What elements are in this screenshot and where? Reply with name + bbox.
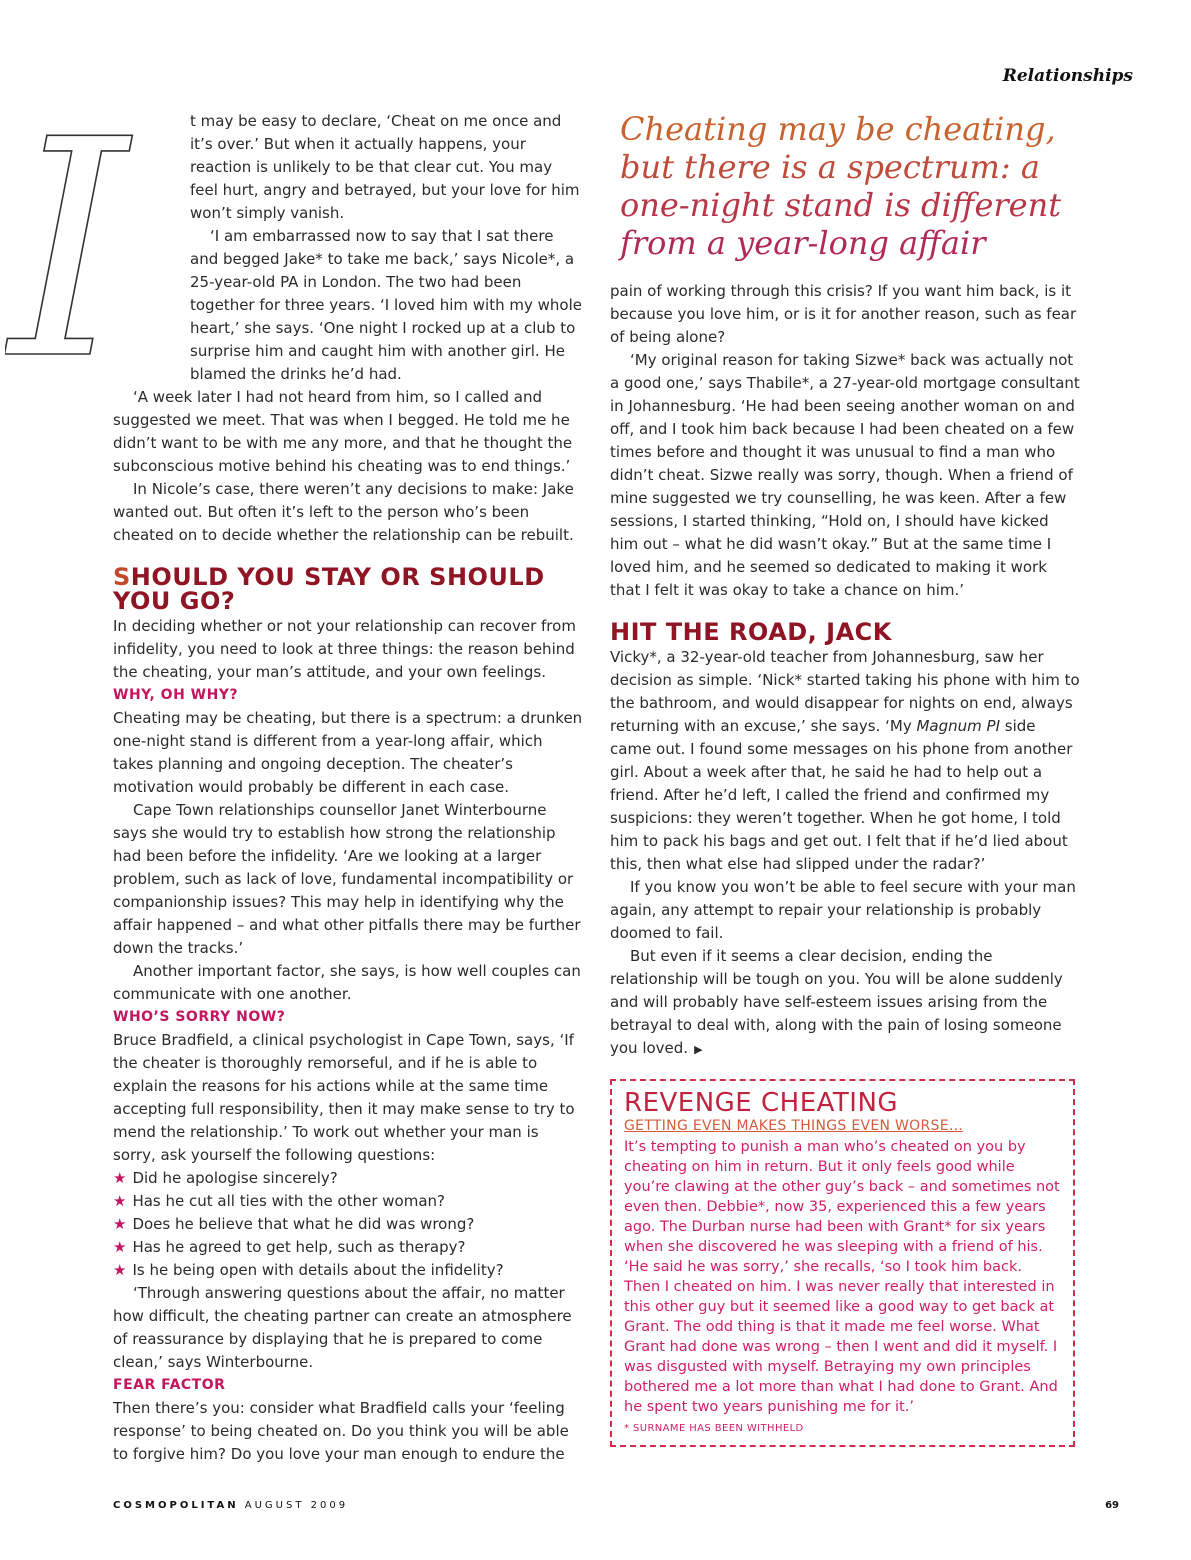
body-paragraph: But even if it seems a clear decision, ending the relationship will be tough on you. You will be alone suddenly and will probably have self-esteem issues arising from the betrayal to deal with, along with the pain of losing someone you loved. ▶ [610, 947, 1063, 1057]
intro-paragraph: ‘I am embarrassed now to say that I sat there and begged Jake* to take me back,’ says Nicole*, a 25-year-old PA in London. The two had been together for three years. ‘I loved him with my whole heart,’ she says. ‘One night I rocked up at a club to surprise him and caught him with another girl. He blamed the drinks he’d had. [190, 227, 582, 383]
boxout-footnote: * SURNAME HAS BEEN WITHHELD [624, 1423, 804, 1434]
star-icon: ★ [113, 1169, 127, 1187]
body-paragraph: If you know you won’t be able to feel secure with your man again, any attempt to repair your relationship is probably doomed to fail. [610, 878, 1076, 942]
body-paragraph: Vicky*, a 32-year-old teacher from Johannesburg, saw her decision as simple. ‘Nick* started taking his phone with him to the bathroom, and would disappear for nights on end, always returning with an excuse,’ she says. ‘My Magnum PI side came out. I found some messages on his phone from another girl. About a week after that, he said he had to help out a friend. After he’d left, I called the friend and confirmed my suspicions: they weren’t together. When he got home, I told him to pack his bags and get out. I felt that if he’d lied about this, then what else had slipped under the radar?’ [610, 648, 1080, 873]
section-heading: HIT THE ROAD, JACK [610, 618, 892, 646]
body-paragraph: ‘My original reason for taking Sizwe* back was actually not a good one,’ says Thabile*, a 27-year-old mortgage consultant in Johannesburg. ‘He had been seeing another woman on and off, and I took him back because I had been cheated on a few times before and thought it was unusual to find a man who didn’t cheat. Sizwe really was sorry, though. When a friend of mine suggested we try counselling, he was keen. After a few sessions, I started thinking, “Hold on, I should have kicked him out – what he did wasn’t okay.” But at the same time I loved him, and he seemed so dedicated to making it work that I felt it was okay to take a chance on him.’ [610, 351, 1080, 599]
list-item: ★ Is he being open with details about the infidelity? [113, 1261, 504, 1279]
dropcap-letter [5, 114, 185, 364]
subheading: FEAR FACTOR [113, 1377, 226, 1393]
pull-quote-line: Cheating may be cheating, [620, 110, 1056, 148]
body-paragraph: Then there’s you: consider what Bradfield calls your ‘feeling response’ to being cheated on. Do you think you will be able to forgive him? Do you love your man enough to endure the [113, 1399, 569, 1463]
body-paragraph: Bruce Bradfield, a clinical psychologist in Cape Town, says, ‘If the cheater is thoroughly remorseful, and if he is able to explain the reasons for his actions while at the same time accepting full responsibility, then it may make sense to try to mend the relationship.’ To work out whether your man is sorry, ask yourself the following questions: [113, 1031, 575, 1164]
heading-first-letter: S [113, 563, 131, 591]
section-label: Relationships [1002, 66, 1133, 86]
left-column [9, 110, 583, 1466]
pull-quote-line: one-night stand is different [620, 186, 1062, 224]
body-paragraph: Cheating may be cheating, but there is a spectrum: a drunken one-night stand is different from a year-long affair, which takes planning and ongoing deception. The cheater’s motivation would probably be different in each case. [113, 709, 583, 796]
intro-lead: t may be easy to declare, ‘Cheat on me once and it’s over.’ But when it actually happens, your reaction is unlikely to be that clear cut. You may feel hurt, angry and betrayed, but your love for him won’t simply vanish. [190, 112, 580, 222]
boxout-body: It’s tempting to punish a man who’s cheated on you by cheating on him in return. But it only feels good while you’re clawing at the other guy’s back – and sometimes not even then. Debbie*, now 35, experienced this a few years ago. The Durban nurse had been with Grant* for six years when she discovered he was sleeping with a friend of his. ‘He said he was sorry,’ she recalls, ‘so I took him back. Then I cheated on him. I was never really that interested in this other guy but it seemed like a good way to get back at Grant. The odd thing is that it made me feel worse. What Grant had done was wrong – then I went and did it myself. I was disgusted with myself. Betraying my own principles bothered me a lot more than what I had done to Grant. And he spent two years punishing me for it.’ [624, 1139, 1060, 1415]
page-number: 69 [1105, 1500, 1119, 1511]
pull-quote-line: but there is a spectrum: a [620, 148, 1040, 186]
star-icon: ★ [113, 1192, 127, 1210]
question-list [113, 1167, 583, 1282]
list-item: ★ Did he apologise sincerely? [113, 1169, 338, 1187]
boxout-strapline: GETTING EVEN MAKES THINGS EVEN WORSE… [624, 1118, 964, 1134]
intro-paragraph: ‘A week later I had not heard from him, so I called and suggested we meet. That was when I begged. He told me he didn’t want to be with me any more, and that he thought the subconscious motive behind his cheating was to end things.’ [113, 388, 573, 475]
issue-date: AUGUST 2009 [244, 1500, 349, 1511]
italic-title: Magnum PI [916, 717, 1001, 735]
list-item: ★ Has he cut all ties with the other woman? [113, 1192, 445, 1210]
list-item: ★ Does he believe that what he did was wrong? [113, 1215, 475, 1233]
body-paragraph: Cape Town relationships counsellor Janet Winterbourne says she would try to establish how strong the relationship had been before the infidelity. ‘Are we looking at a larger problem, such as lack of love, fundamental incompatibility or companionship issues? This may help in identifying why the affair happened – and what other pitfalls there may be further down the tracks.’ [113, 801, 581, 957]
body-paragraph: pain of working through this crisis? If you want him back, is it because you love him, or is it for another reason, such as fear of being alone? [610, 282, 1077, 346]
boxout-title: REVENGE CHEATING [624, 1088, 899, 1118]
heading-rest: HOULD YOU STAY OR SHOULD YOU GO? [113, 563, 545, 615]
intro-paragraph: In Nicole’s case, there weren’t any decisions to make: Jake wanted out. But often it’s left to the person who’s been cheated on to decide whether the relationship can be rebuilt. [113, 480, 574, 544]
pull-quote-line: from a year-long affair [620, 224, 986, 262]
star-icon: ★ [113, 1238, 127, 1256]
section-heading [113, 565, 583, 613]
magazine-name: COSMOPOLITAN [113, 1500, 239, 1511]
star-icon: ★ [113, 1215, 127, 1233]
body-paragraph: In deciding whether or not your relationship can recover from infidelity, you need to look at three things: the reason behind the cheating, your man’s attitude, and your own feelings. [113, 617, 576, 681]
intro-block [9, 110, 583, 386]
continue-arrow-icon: ▶ [694, 1043, 703, 1056]
svg-text:I: I [9, 114, 128, 364]
subheading: WHY, OH WHY? [113, 687, 239, 703]
star-icon: ★ [113, 1261, 127, 1279]
footer-credit [113, 1500, 348, 1511]
revenge-cheating-boxout [610, 1079, 1075, 1447]
right-column [610, 110, 1080, 1061]
body-paragraph: Another important factor, she says, is how well couples can communicate with one another. [113, 962, 581, 1003]
list-item: ★ Has he agreed to get help, such as therapy? [113, 1238, 466, 1256]
subheading: WHO’S SORRY NOW? [113, 1009, 286, 1025]
pull-quote [620, 110, 1080, 262]
body-paragraph: ‘Through answering questions about the affair, no matter how difficult, the cheating partner can create an atmosphere of reassurance by displaying that he is prepared to come clean,’ says Winterbourne. [113, 1284, 572, 1371]
